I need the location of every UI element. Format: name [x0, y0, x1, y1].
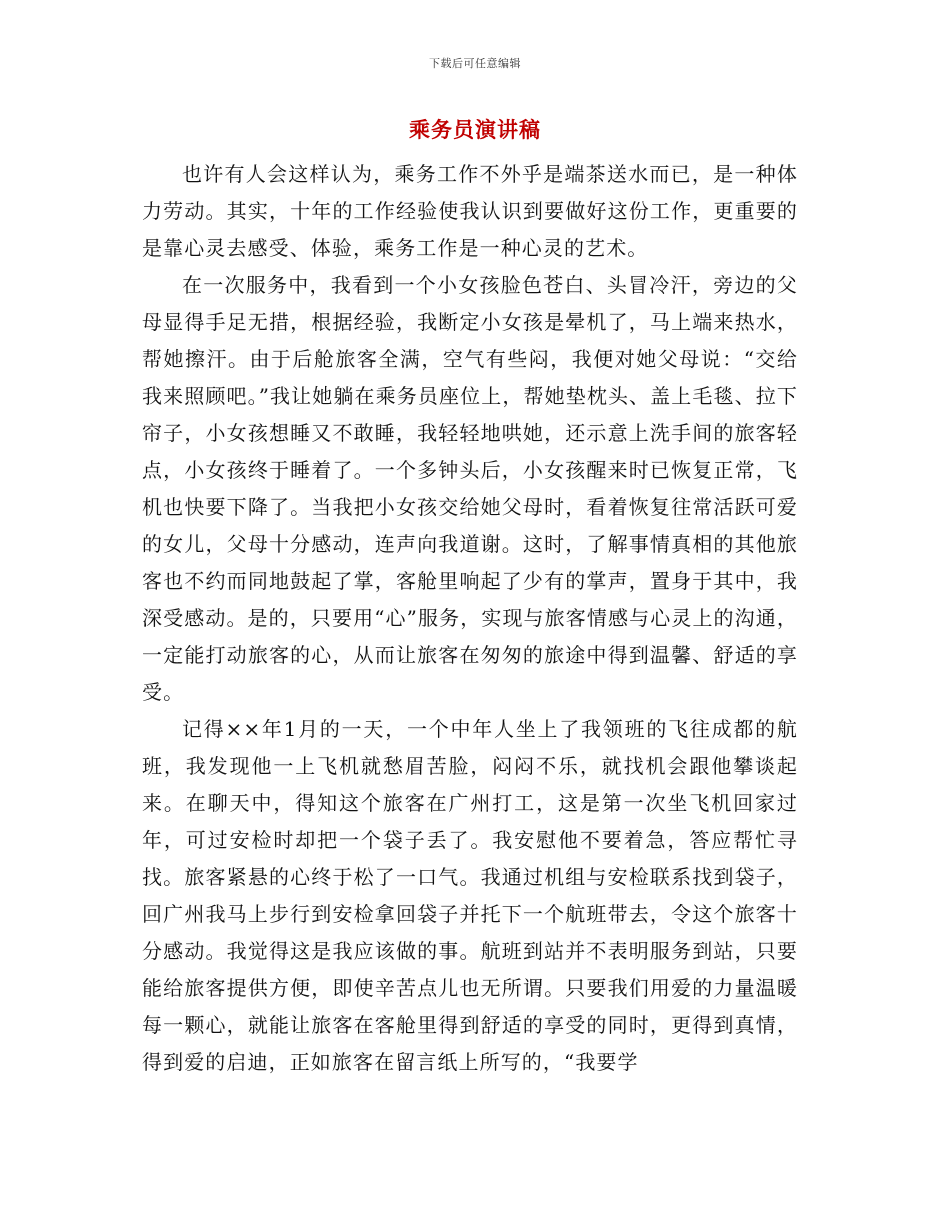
paragraph-2: 在一次服务中，我看到一个小女孩脸色苍白、头冒冷汗，旁边的父母显得手足无措，根据经验，我断定小女孩是晕机了，马上端来热水，帮她擦汗。由于后舱旅客全满，空气有些闷，我便对她父母说：“交给我来照顾吧。”我让她躺在乘务员座位上，帮她垫枕头、盖上毛毯、拉下帘子，小女孩想睡又不敢睡，我轻轻地哄她，还示意上洗手间的旅客轻点，小女孩终于睡着了。一个多钟头后，小女孩醒来时已恢复正常，飞机也快要下降了。当我把小女孩交给她父母时，看着恢复往常活跃可爱的女儿，父母十分感动，连声向我道谢。这时，了解事情真相的其他旅客也不约而同地鼓起了掌，客舱里响起了少有的掌声，置身于其中，我深受感动。是的，只要用“心”服务，实现与旅客情感与心灵上的沟通，一定能打动旅客的心，从而让旅客在匆匆的旅途中得到温馨、舒适的享受。	[142, 273, 798, 704]
document-title: 乘务员演讲稿	[409, 118, 541, 142]
paragraph-3: 记得××年1月的一天，一个中年人坐上了我领班的飞往成都的航班，我发现他一上飞机就愁眉苦脸，闷闷不乐，就找机会跟他攀谈起来。在聊天中，得知这个旅客在广州打工，这是第一次坐飞机回家过年，可过安检时却把一个袋子丢了。我安慰他不要着急，答应帮忙寻找。旅客紧悬的心终于松了一口气。我通过机组与安检联系找到袋子，回广州我马上步行到安检拿回袋子并托下一个航班带去，令这个旅客十分感动。我觉得这是我应该做的事。航班到站并不表明服务到站，只要能给旅客提供方便，即使辛苦点儿也无所谓。只要我们用爱的力量温暖每一颗心，就能让旅客在客舱里得到舒适的享受的同时，更得到真情，得到爱的启迪，正如旅客在留言纸上所写的，“我要学	[142, 717, 798, 1074]
header-note: 下载后可任意编辑	[429, 57, 521, 70]
document-body	[142, 156, 798, 1081]
paragraph-1: 也许有人会这样认为，乘务工作不外乎是端茶送水而已，是一种体力劳动。其实，十年的工作经验使我认识到要做好这份工作，更重要的是靠心灵去感受、体验，乘务工作是一种心灵的艺术。	[142, 162, 798, 260]
